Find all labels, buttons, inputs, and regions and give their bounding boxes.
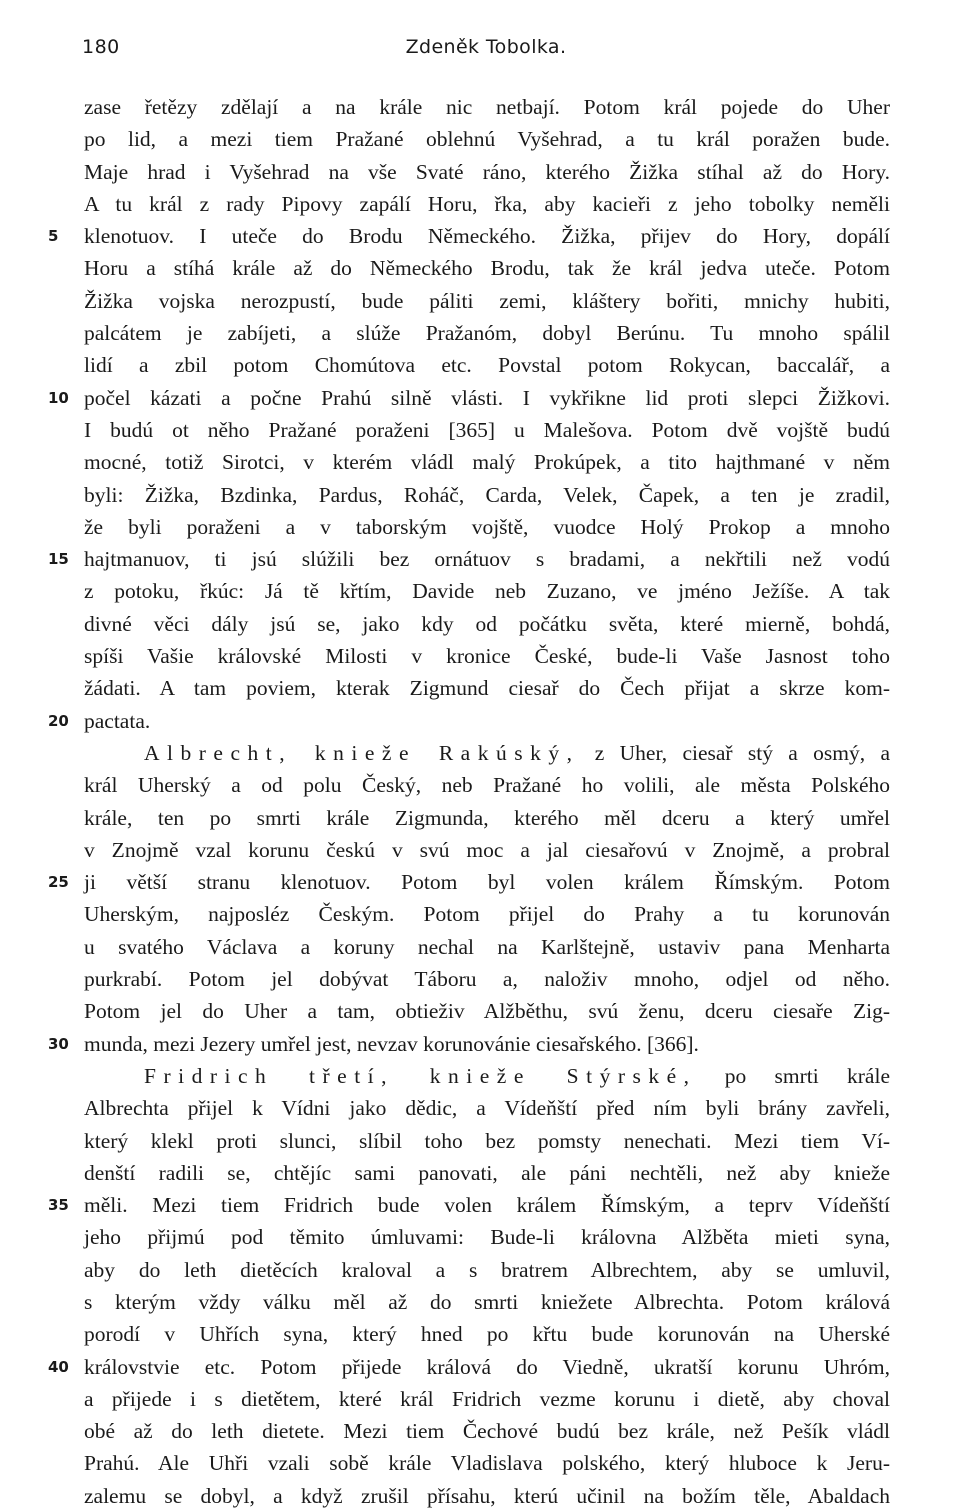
text-line: [84, 575, 890, 607]
text-line: [48, 1351, 890, 1383]
line-text: divné věci dály jsú se, jako kdy od počátku světa, které mierně, bohdá,: [84, 611, 890, 636]
line-text: že byli poraženi a v taborským vojště, vuodce Holý Prokop a mnoho: [84, 514, 890, 539]
text-line: [84, 414, 890, 446]
text-line: [84, 1092, 890, 1124]
line-text: krále, ten po smrti krále Zigmunda, kterého měl dceru a který umřel: [84, 805, 890, 830]
line-text: Horu a stíhá krále až do Německého Brodu, tak že král jedva uteče. Potom: [84, 256, 890, 281]
text-line: [84, 1383, 890, 1415]
line-text: zalemu se dobyl, a když zrušil přísahu, kterú učinil na božím těle, Abaldach: [84, 1483, 890, 1508]
line-number: 5: [48, 227, 59, 246]
text-line: [48, 705, 890, 737]
running-head: Zdeněk Tobolka.: [405, 36, 567, 58]
text-line: [48, 866, 890, 898]
line-text: Potom jel do Uher a tam, obtieživ Alžběthu, svú ženu, dceru ciesaře Zig-: [84, 999, 890, 1024]
text-line: [84, 1254, 890, 1286]
text-line: [84, 91, 890, 123]
line-text: král Uherský a od polu Český, neb Pražané ho volili, ale města Polského: [84, 773, 890, 798]
text-line: [84, 252, 890, 284]
line-text: lidí a zbil potom Chomútova etc. Povstal potom Rokycan, baccalář, a: [84, 353, 890, 378]
line-text: Uherským, najposléz Českým. Potom přijel do Prahy a tu korunován: [84, 902, 890, 927]
text-line: [84, 479, 890, 511]
text-line: [84, 737, 890, 769]
line-text: královstvie etc. Potom přijede králová do Viedně, ukratší korunu Uhróm,: [84, 1354, 890, 1379]
text-line: [48, 1028, 890, 1060]
line-text: Prahú. Ale Uhři vzali sobě krále Vladislava polského, který hluboce k Jeru-: [84, 1451, 890, 1476]
page-number: 180: [82, 36, 120, 58]
text-line: [84, 672, 890, 704]
text-line: [84, 963, 890, 995]
line-text: ji větší stranu klenotuov. Potom byl volen králem Římským. Potom: [84, 870, 890, 895]
line-text: obé až do leth dietete. Mezi tiem Čechové budú bez krále, než Pešík vládl: [84, 1419, 890, 1444]
line-text: purkrabí. Potom jel dobývat Táboru a, naloživ mnoho, odjel od něho.: [84, 967, 890, 992]
text-line: [84, 349, 890, 381]
line-text: Albrecht, knieže Rakúský, z Uher, ciesař stý a osmý, a: [144, 740, 890, 765]
line-text: spíši Vašie královské Milosti v kronice České, bude-li Vaše Jasnost toho: [84, 644, 890, 669]
line-text: I budú ot něho Pražané poraženi [365] u Malešova. Potom dvě vojště budú: [84, 417, 890, 442]
text-line: [84, 1157, 890, 1189]
text-line: [84, 1060, 890, 1092]
text-line: [84, 1318, 890, 1350]
line-number: 20: [48, 711, 69, 730]
line-text: palcátem je zabíjeti, a slúže Pražanóm, dobyl Berúnu. Tu mnoho spálil: [84, 321, 890, 346]
text-line: [84, 317, 890, 349]
line-text: počel kázati a počne Prahú silně vlásti. I vykřikne lid proti slepci Žižkovi.: [84, 385, 890, 410]
line-number: 35: [48, 1196, 69, 1215]
line-text: hajtmanuov, ti jsú slúžili bez ornátuov s bradami, a nekřtili než vodú: [84, 547, 890, 572]
text-line: [84, 640, 890, 672]
line-text: byli: Žižka, Bzdinka, Pardus, Roháč, Carda, Velek, Čapek, a ten je zradil,: [84, 482, 890, 507]
line-text: a přijede i s dietětem, které král Fridrich vezme korunu i dietě, aby choval: [84, 1386, 890, 1411]
text-line: [84, 188, 890, 220]
line-number: 40: [48, 1357, 69, 1376]
line-text: jeho přijmú pod těmito úmluvami: Bude-li královna Alžběta mieti syna,: [84, 1225, 890, 1250]
text-line: [84, 156, 890, 188]
line-text: který klekl proti slunci, slíbil toho bez pomsty nenechati. Mezi tiem Ví-: [84, 1128, 890, 1153]
line-number: 15: [48, 550, 69, 569]
line-text: Fridrich třetí, knieže Stýrské, po smrti krále: [144, 1063, 890, 1088]
text-line: [84, 446, 890, 478]
line-number: 25: [48, 873, 69, 892]
line-text: aby do leth dietěcích kraloval a s bratrem Albrechtem, aby se umluvil,: [84, 1257, 890, 1282]
line-text: pactata.: [84, 708, 151, 733]
line-text: mocné, totiž Sirotci, v kterém vládl malý Prokúpek, a tito hajthmané v něm: [84, 450, 890, 475]
text-line: [84, 511, 890, 543]
line-text: A tu král z rady Pipovy zapálí Horu, řka, aby kacieři z jeho tobolky neměli: [84, 191, 890, 216]
line-text: Maje hrad i Vyšehrad na vše Svaté ráno, kterého Žižka stíhal až do Hory.: [84, 159, 890, 184]
text-line: [84, 995, 890, 1027]
line-text: Žižka vojska nerozpustí, bude páliti zemi, kláštery bořiti, mnichy hubiti,: [84, 288, 890, 313]
text-line: [84, 931, 890, 963]
line-text: zase řetězy zdělají a na krále nic netbají. Potom král pojede do Uher: [84, 95, 890, 119]
spaced-heading: Albrecht, knieže Rakúský,: [144, 740, 580, 765]
text-line: [84, 608, 890, 640]
text-line: [84, 834, 890, 866]
line-text: žádati. A tam poviem, kterak Zigmund ciesař do Čech přijat a skrze kom-: [84, 676, 890, 701]
text-line: [84, 285, 890, 317]
line-text: munda, mezi Jezery umřel jest, nevzav korunovánie ciesařského. [366].: [84, 1031, 699, 1056]
text-line: [84, 1480, 890, 1512]
text-line: [84, 802, 890, 834]
text-line: [84, 1447, 890, 1479]
line-text: z potoku, řkúc: Já tě křtím, Davide neb Zuzano, ve jméno Ježíše. A tak: [84, 579, 890, 604]
line-text: po lid, a mezi tiem Pražané oblehnú Vyšehrad, a tu král poražen bude.: [84, 127, 890, 152]
text-line: [84, 769, 890, 801]
page-header: [82, 36, 890, 64]
line-text: klenotuov. I uteče do Brodu Německého. Žižka, přijev do Hory, dopálí: [84, 224, 890, 249]
text-line: [84, 1125, 890, 1157]
line-text: u svatého Václava a koruny nechal na Karlštejně, ustaviv pana Menharta: [84, 934, 890, 959]
line-text: měli. Mezi tiem Fridrich bude volen králem Římským, a teprv Vídeňští: [84, 1193, 890, 1218]
line-text: porodí v Uhřích syna, který hned po křtu bude korunován na Uherské: [84, 1322, 890, 1347]
text-line: [84, 1415, 890, 1447]
line-number: 10: [48, 388, 69, 407]
spaced-heading: Fridrich třetí, knieže Stýrské,: [144, 1063, 697, 1088]
line-text: s kterým vždy válku měl až do smrti kniežete Albrechta. Potom králová: [84, 1289, 890, 1314]
line-text: v Znojmě vzal korunu českú v svú moc a jal ciesařovú v Znojmě, a probral: [84, 837, 890, 862]
text-line: [84, 1221, 890, 1253]
text-line: [48, 1189, 890, 1221]
line-number: 30: [48, 1034, 69, 1053]
line-text: denští radili se, chtějíc sami panovati, ale páni nechtěli, než aby knieže: [84, 1160, 890, 1185]
text-line: [48, 382, 890, 414]
line-text: Albrechta přijel k Vídni jako dědic, a Vídeňští před ním byli brány zavřeli,: [84, 1096, 890, 1121]
text-line: [84, 123, 890, 155]
body-text: [48, 91, 890, 1512]
text-line: [48, 220, 890, 252]
text-line: [84, 898, 890, 930]
text-line: [48, 543, 890, 575]
text-line: [84, 1286, 890, 1318]
